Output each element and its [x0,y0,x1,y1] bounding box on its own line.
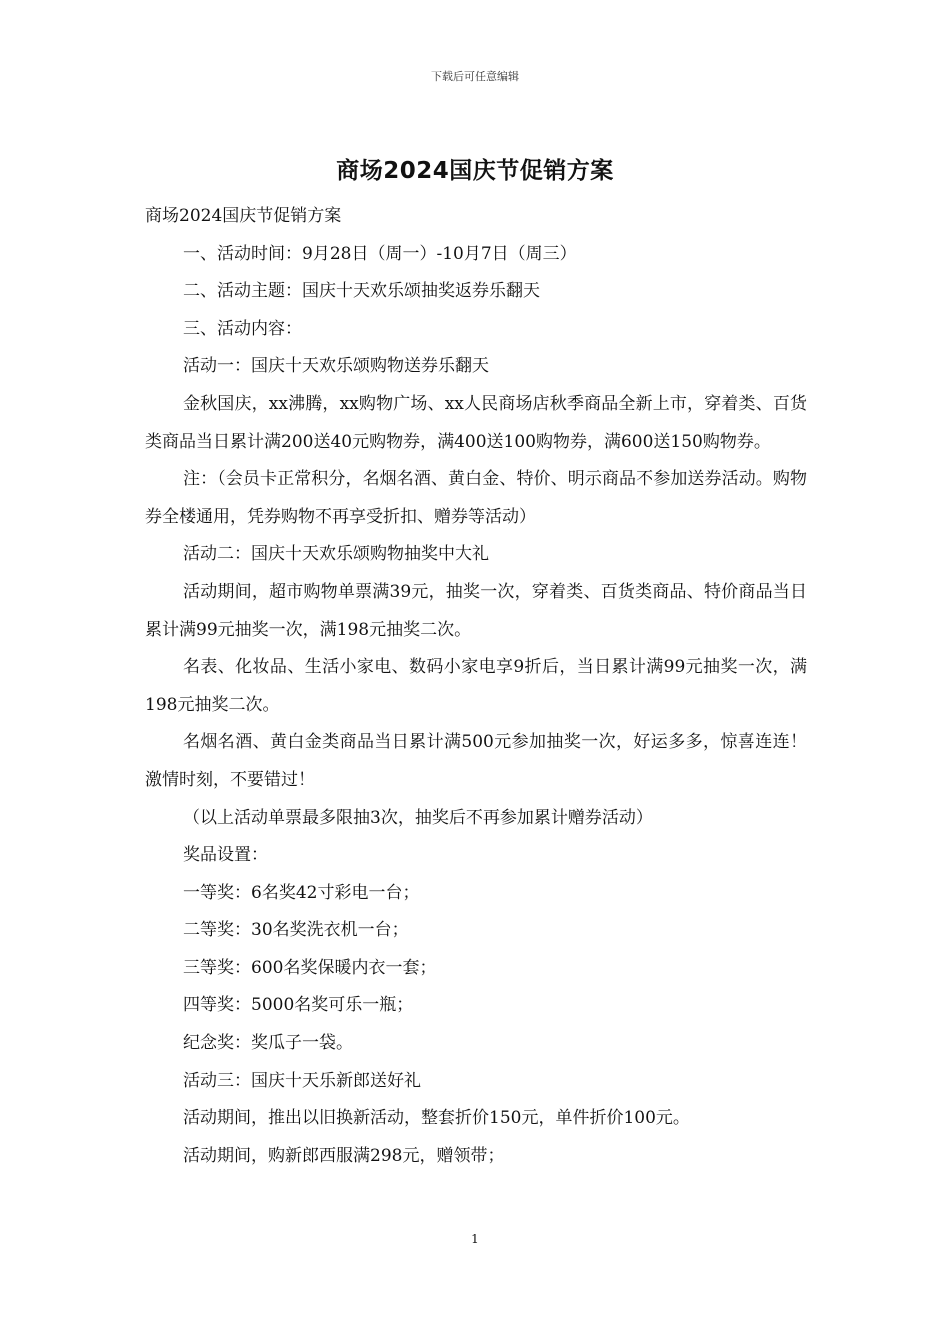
paragraph-subtitle: 商场2024国庆节促销方案 [145,206,342,226]
paragraph-activity-two-body: 活动期间，超市购物单票满39元，抽奖一次，穿着类、百货类商品、特价商品当日累计满99元抽奖一次，满198元抽奖二次。 [145,581,807,640]
page-header-note: 下载后可任意编辑 [431,70,519,83]
paragraph-activity-two-limit: （以上活动单票最多限抽3次，抽奖后不再参加累计赠券活动） [183,807,653,828]
paragraph-activity-one-note: 注：（会员卡正常积分，名烟名酒、黄白金、特价、明示商品不参加送券活动。购物券全楼通用，凭券购物不再享受折扣、赠券等活动） [145,469,807,527]
paragraph-second-prize: 二等奖：30名奖洗衣机一台； [183,920,409,941]
paragraph-activity-theme: 二、活动主题：国庆十天欢乐颂抽奖返券乐翻天 [183,281,540,302]
paragraph-first-prize: 一等奖：6名奖42寸彩电一台； [183,882,420,903]
page-number: 1 [471,1232,479,1246]
paragraph-activity-three-tradein: 活动期间，推出以旧换新活动，整套折价150元，单件折价100元。 [183,1108,690,1129]
document-body [145,198,807,1175]
paragraph-activity-three-heading: 活动三：国庆十天乐新郎送好礼 [183,1070,421,1091]
paragraph-activity-one-heading: 活动一：国庆十天欢乐颂购物送券乐翻天 [183,356,489,377]
paragraph-activity-two-tobacco-gold: 名烟名酒、黄白金类商品当日累计满500元参加抽奖一次，好运多多，惊喜连连！激情时刻，不要错过！ [145,732,807,790]
paragraph-activity-content-heading: 三、活动内容： [183,318,302,339]
document-title: 商场2024国庆节促销方案 [336,158,614,184]
paragraph-activity-three-suit: 活动期间，购新郎西服满298元，赠领带； [183,1145,505,1166]
paragraph-activity-two-appliances: 名表、化妆品、生活小家电、数码小家电享9折后，当日累计满99元抽奖一次，满198元抽奖二次。 [145,657,807,715]
paragraph-prize-heading: 奖品设置： [183,845,268,866]
paragraph-third-prize: 三等奖：600名奖保暖内衣一套； [183,957,437,978]
paragraph-souvenir-prize: 纪念奖：奖瓜子一袋。 [183,1033,353,1054]
paragraph-activity-one-body: 金秋国庆，xx沸腾，xx购物广场、xx人民商场店秋季商品全新上市，穿着类、百货类商品当日累计满200送40元购物券，满400送100购物券，满600送150购物券。 [145,393,807,452]
paragraph-fourth-prize: 四等奖：5000名奖可乐一瓶； [183,995,414,1016]
paragraph-activity-two-heading: 活动二：国庆十天欢乐颂购物抽奖中大礼 [183,544,489,565]
paragraph-activity-time: 一、活动时间：9月28日（周一）-10月7日（周三） [183,243,577,264]
